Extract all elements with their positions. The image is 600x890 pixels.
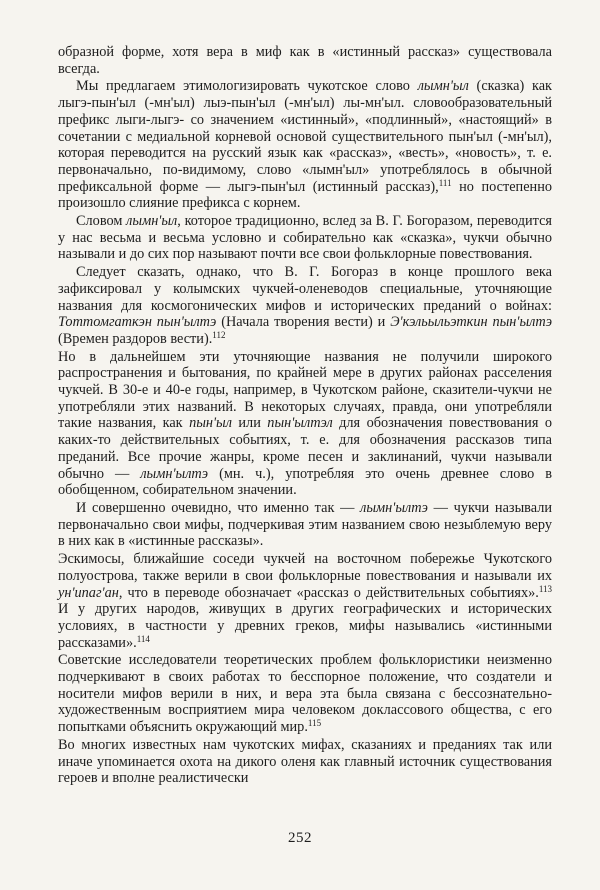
page-body <box>58 44 552 787</box>
text-run: Советские исследователи теоретических проблем фольклористики неизменно подчеркивают в своих работах то бесспорное положение, что создатели и носители мифов верили в них, и вера эта была связана с бессознательно-художественным восприятием мира человеком доклассового общества, с его попытками объяснить окружающий мир. <box>58 652 552 736</box>
italic-term: Э'кэльыльэткин пын'ылтэ <box>390 314 552 331</box>
paragraph <box>58 78 552 212</box>
text-run: , что в переводе обозначает «рассказ о действительных событиях». <box>118 584 539 601</box>
footnote-ref: 114 <box>136 633 150 644</box>
paragraph <box>58 500 552 550</box>
italic-term: лымн'ылтэ <box>140 465 209 482</box>
footnote-ref: 115 <box>307 718 322 729</box>
text-run: Мы предлагаем этимологизировать чукотское слово <box>76 78 418 95</box>
text-run: (Начала творения вести) и <box>216 314 391 331</box>
footnote-ref: 113 <box>538 583 552 594</box>
paragraph <box>58 551 552 651</box>
text-run: (Времен раздоров вести). <box>58 330 213 347</box>
text-run: (сказка) как лыгэ-пын'ыл (-мн'ыл) лыэ-пын'ыл (-мн'ыл) лы-мн'ыл. словообразовательный префикс лыги-лыгэ- со значением «истинный», «подлинный», «настоящий» в сочетании с медиальной корневой основой существительного пын'ыл (-мн'ыл), которая переводится на русский язык как «рассказ», «весть», «новость», т. е. первоначально, по-видимому, слово «лымн'ыл» употреблялось в обычной префиксальной форме — лыгэ-пын'ыл (истинный рассказ), <box>58 78 552 195</box>
paragraph <box>58 737 552 787</box>
text-run: Словом <box>76 213 127 230</box>
paragraph <box>58 349 552 499</box>
text-run: образной форме, хотя вера в миф как в «истинный рассказ» существовала всегда. <box>58 44 552 77</box>
text-run: — чукчи называли первоначально свои мифы, подчеркивая этим названием свою незыблемую веру в них как в «истинные рассказы». <box>58 499 553 550</box>
text-run: И у других народов, живущих в других географических и исторических условиях, в частности у древних греков, мифы назывались «истинными рассказами». <box>58 601 552 651</box>
italic-term: Тоттомгаткэн пын'ылтэ <box>58 314 217 331</box>
italic-term: лымн'ыл <box>126 213 178 230</box>
text-run: или <box>231 415 268 432</box>
italic-term: лымн'ылтэ <box>360 499 428 516</box>
italic-term: пын'ыл <box>189 415 232 432</box>
text-run: Эскимосы, ближайшие соседи чукчей на восточном побережье Чукотского полуострова, также верили в свои фольклорные повествования и называли их <box>58 551 552 584</box>
paragraph <box>58 264 552 348</box>
text-run: для обозначения повествования о каких-то действительных событиях, т. е. для обозначения рассказов типа преданий. Все прочие жанры, кроме песен и заклинаний, чукчи называли обычно — <box>58 415 552 482</box>
text-run: И совершенно очевидно, что именно так — <box>76 499 361 516</box>
italic-term: ун'ипаг'ан <box>58 584 119 601</box>
text-run: (мн. ч.), употребляя это очень древнее слово в обобщенном, собирательном значении. <box>58 465 552 499</box>
italic-term: лымн'ыл <box>417 78 469 95</box>
italic-term: пын'ылтэл <box>267 415 333 432</box>
text-run: но постепенно произошло слияние префикса с корнем. <box>58 178 552 212</box>
text-run: , которое традиционно, вслед за В. Г. Богоразом, переводится у нас весьма и весьма условно и собирательно как «сказка», чукчи обычно называли и до сих пор называют почти все свои фольклорные повествования. <box>58 213 552 263</box>
text-run: Следует сказать, однако, что В. Г. Богораз в конце прошлого века зафиксировал у колымских чукчей-оленеводов специальные, уточняющие названия для космогонических мифов и исторических преданий о войнах: <box>58 264 552 314</box>
footnote-ref: 112 <box>212 329 226 340</box>
text-run: Во многих известных нам чукотских мифах, сказаниях и преданиях так или иначе упоминается охота на дикого оленя как главный источник существования героев и вполне реалистически <box>58 736 552 787</box>
page-number: 252 <box>288 830 312 846</box>
paragraph <box>58 213 552 263</box>
paragraph <box>58 44 552 77</box>
footnote-ref: 111 <box>438 177 452 188</box>
text-run: Но в дальнейшем эти уточняющие названия не получили широкого распространения и бытования, по крайней мере в других районах расселения чукчей. В 30-е и 40-е годы, например, в Чукотском районе, сказители-чукчи не употребляли этих названий. В некоторых случаях, правда, они употребляли такие названия, как <box>58 348 552 432</box>
paragraph <box>58 652 552 736</box>
